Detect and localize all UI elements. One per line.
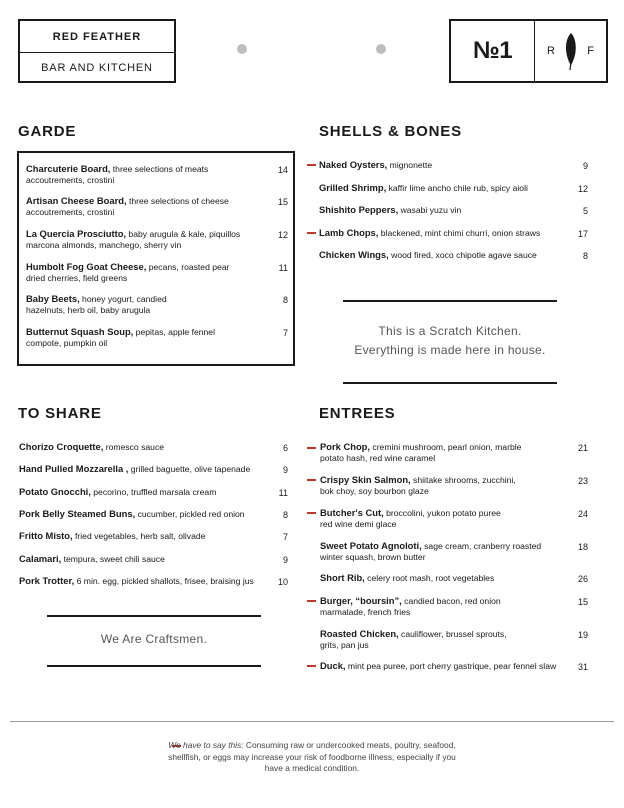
item-name: Duck, <box>320 660 346 671</box>
menu-item <box>26 262 229 283</box>
item-name: Pork Trotter, <box>19 575 75 586</box>
item-desc-2: hazelnuts, herb oil, baby arugula <box>26 304 151 315</box>
decorative-dot-left <box>237 44 247 54</box>
item-desc: honey yogurt, candied <box>79 294 167 304</box>
item-price: 18 <box>577 542 588 552</box>
item-price: 17 <box>577 229 588 239</box>
item-name: Calamari, <box>19 553 62 564</box>
menu-item <box>19 531 205 542</box>
item-price: 8 <box>582 251 588 261</box>
item-desc-2: compote, pumpkin oil <box>26 337 108 348</box>
menu-item <box>26 229 240 250</box>
note-line: This is a Scratch Kitchen. <box>378 324 522 338</box>
menu-item <box>320 475 516 496</box>
item-desc: grilled baguette, olive tapenade <box>128 464 251 474</box>
divider <box>47 615 261 617</box>
item-desc: romesco sauce <box>103 442 165 452</box>
item-name: La Quercia Prosciutto, <box>26 228 127 239</box>
item-price: 7 <box>282 328 288 338</box>
logo-number: №1 <box>451 21 535 81</box>
featured-marker <box>307 665 316 667</box>
featured-marker <box>307 512 316 514</box>
item-name: Chorizo Croquette, <box>19 441 104 452</box>
item-name: Crispy Skin Salmon, <box>320 474 411 485</box>
item-desc: kaffir lime ancho chile rub, spicy aioli <box>386 183 528 193</box>
item-name: Butternut Squash Soup, <box>26 326 134 337</box>
disclaimer-lead: We have to say this: <box>168 740 244 750</box>
item-name: Lamb Chops, <box>319 227 379 238</box>
menu-item <box>26 164 208 185</box>
item-name: Charcuterie Board, <box>26 163 111 174</box>
item-desc: blackened, mint chimi churri, onion straws <box>378 228 541 238</box>
item-desc: broccolini, yukon potato puree <box>383 508 501 518</box>
item-price: 21 <box>577 443 588 453</box>
item-desc: fried vegetables, herb salt, olivade <box>72 531 206 541</box>
item-price: 26 <box>577 574 588 584</box>
menu-item <box>320 629 507 650</box>
item-desc: mint pea puree, port cherry gastrique, pear fennel slaw <box>345 661 557 671</box>
item-name: Baby Beets, <box>26 293 80 304</box>
item-name: Humbolt Fog Goat Cheese, <box>26 261 147 272</box>
item-price: 31 <box>577 662 588 672</box>
item-price: 23 <box>577 476 588 486</box>
item-desc: wood fired, xoco chipotle agave sauce <box>388 250 537 260</box>
item-desc: tempura, sweet chili sauce <box>61 554 165 564</box>
note-line: Everything is made here in house. <box>354 343 546 357</box>
item-price: 7 <box>282 532 288 542</box>
item-name: Artisan Cheese Board, <box>26 195 127 206</box>
menu-item <box>319 205 461 216</box>
menu-item <box>320 508 501 529</box>
item-name: Butcher's Cut, <box>320 507 384 518</box>
item-desc-2: potato hash, red wine caramel <box>320 452 436 463</box>
item-desc-2: winter squash, brown butter <box>320 551 426 562</box>
logo-monogram <box>535 21 606 81</box>
item-name: Potato Gnocchi, <box>19 486 91 497</box>
item-price: 11 <box>278 488 288 498</box>
menu-item <box>320 442 521 463</box>
item-desc: cauliflower, brussel sprouts, <box>398 629 507 639</box>
footer-divider <box>10 721 614 722</box>
item-desc: mignonette <box>387 160 433 170</box>
divider <box>343 300 557 302</box>
item-price: 5 <box>582 206 588 216</box>
item-desc: 6 min. egg, pickled shallots, frisee, braising jus <box>74 576 254 586</box>
feather-icon <box>562 31 580 71</box>
item-price: 9 <box>582 161 588 171</box>
item-desc-2: red wine demi glace <box>320 518 397 529</box>
disclaimer-text: Consuming raw or undercooked meats, poultry, seafood, shellfish, or eggs may increase your risk of foodborne illness, especially if you have a medical condition. <box>168 740 456 773</box>
item-name: Short Rib, <box>320 572 365 583</box>
item-desc: pecorino, truffled marsala cream <box>90 487 217 497</box>
item-price: 12 <box>277 230 288 240</box>
item-desc: baby arugula & kale, piquillos <box>126 229 241 239</box>
food-safety-disclaimer <box>160 740 464 775</box>
item-price: 8 <box>282 510 288 520</box>
item-desc: celery root mash, root vegetables <box>364 573 495 583</box>
item-desc-2: marcona almonds, manchego, sherry vin <box>26 239 182 250</box>
item-name: Pork Chop, <box>320 441 371 452</box>
featured-marker <box>307 479 316 481</box>
item-price: 15 <box>277 197 288 207</box>
menu-item <box>26 196 229 217</box>
menu-item <box>19 442 164 453</box>
item-name: Burger, “boursin”, <box>320 595 402 606</box>
menu-item <box>19 464 250 475</box>
section-title-garde: GARDE <box>18 123 77 140</box>
item-desc-2: marmalade, french fries <box>320 606 411 617</box>
item-name: Chicken Wings, <box>319 249 389 260</box>
item-desc: pecans, roasted pear <box>146 262 230 272</box>
menu-item <box>319 160 432 171</box>
brand-box <box>18 19 176 83</box>
item-desc-2: dried cherries, field greens <box>26 272 128 283</box>
item-name: Fritto Misto, <box>19 530 73 541</box>
decorative-dot-right <box>376 44 386 54</box>
menu-item <box>319 250 537 261</box>
item-price: 8 <box>282 295 288 305</box>
menu-item <box>320 596 501 617</box>
menu-item <box>19 509 245 520</box>
divider <box>343 382 557 384</box>
item-price: 10 <box>277 577 288 587</box>
item-name: Hand Pulled Mozzarella , <box>19 463 129 474</box>
section-title-shells-bones: SHELLS & BONES <box>319 123 462 140</box>
menu-item <box>320 541 541 562</box>
item-name: Pork Belly Steamed Buns, <box>19 508 136 519</box>
item-name: Naked Oysters, <box>319 159 388 170</box>
item-desc: three selections of meats <box>110 164 209 174</box>
item-desc: cremini mushroom, pearl onion, marble <box>370 442 522 452</box>
item-price: 24 <box>577 509 588 519</box>
featured-marker <box>307 447 316 449</box>
item-name: Shishito Peppers, <box>319 204 399 215</box>
item-name: Sweet Potato Agnoloti, <box>320 540 422 551</box>
item-name: Roasted Chicken, <box>320 628 399 639</box>
menu-item <box>319 228 540 239</box>
menu-item <box>26 327 215 348</box>
menu-item <box>319 183 528 194</box>
item-price: 12 <box>577 184 588 194</box>
featured-marker <box>307 600 316 602</box>
item-price: 19 <box>577 630 588 640</box>
menu-item <box>19 487 216 498</box>
section-title-to-share: TO SHARE <box>18 405 102 422</box>
item-price: 14 <box>277 165 288 175</box>
item-price: 9 <box>282 465 288 475</box>
item-price: 6 <box>282 443 288 453</box>
item-desc-2: accoutrements, crostini <box>26 206 115 217</box>
item-desc: pepitas, apple fennel <box>133 327 216 337</box>
item-desc: cucumber, pickled red onion <box>135 509 245 519</box>
item-desc: sage cream, cranberry roasted <box>421 541 542 551</box>
item-desc-2: bok choy, soy bourbon glaze <box>320 485 429 496</box>
item-price: 15 <box>577 597 588 607</box>
logo-letter-f: F <box>587 45 594 57</box>
menu-item <box>26 294 167 315</box>
logo-letter-r: R <box>547 45 555 57</box>
featured-marker <box>307 164 316 166</box>
brand-subtitle: BAR AND KITCHEN <box>41 62 153 74</box>
item-name: Grilled Shrimp, <box>319 182 387 193</box>
item-desc: shiitake shrooms, zucchini, <box>410 475 516 485</box>
menu-item <box>19 576 254 587</box>
item-desc-2: accoutrements, crostini <box>26 174 115 185</box>
item-desc: candied bacon, red onion <box>401 596 501 606</box>
item-desc-2: grits, pan jus <box>320 639 369 650</box>
logo-box <box>449 19 608 83</box>
menu-item <box>19 554 165 565</box>
divider <box>47 665 261 667</box>
item-price: 9 <box>282 555 288 565</box>
menu-item <box>320 573 494 584</box>
craftsmen-note: We Are Craftsmen. <box>100 632 208 646</box>
item-desc: wasabi yuzu vin <box>398 205 462 215</box>
menu-item <box>320 661 556 672</box>
scratch-kitchen-note <box>333 322 567 360</box>
item-price: 11 <box>278 263 288 273</box>
section-title-entrees: ENTREES <box>319 405 396 422</box>
brand-name: RED FEATHER <box>20 21 174 53</box>
featured-marker <box>307 232 316 234</box>
item-desc: three selections of cheese <box>126 196 229 206</box>
